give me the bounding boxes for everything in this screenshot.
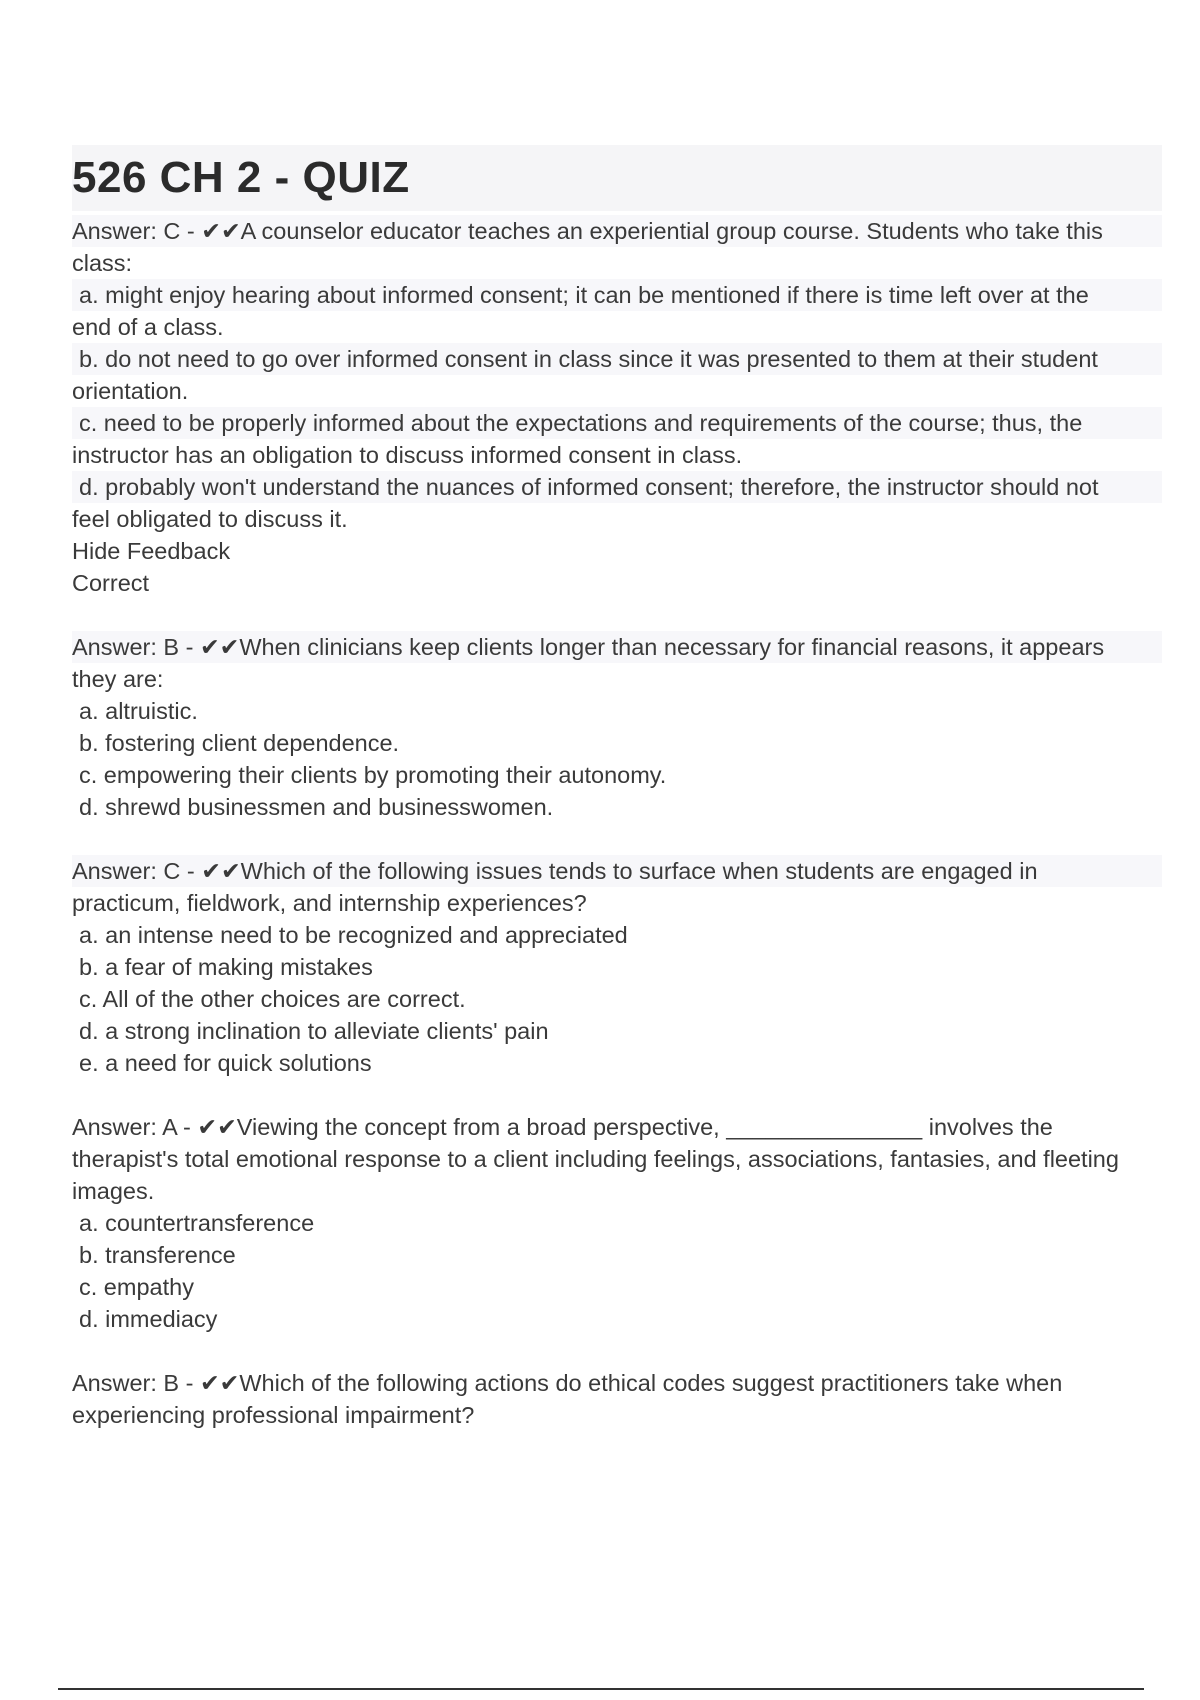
answer-option: a. might enjoy hearing about informed consent; it can be mentioned if there is time left over at the: [72, 279, 1162, 311]
question-1: [72, 215, 1162, 599]
answer-option: b. fostering client dependence.: [79, 730, 400, 756]
answer-option: c. empathy: [79, 1274, 194, 1300]
question-text: practicum, fieldwork, and internship experiences?: [72, 890, 587, 916]
answer-option: a. altruistic.: [79, 698, 198, 724]
question-4: [72, 1111, 1162, 1335]
question-text: Answer: B - ✔✔When clinicians keep clients longer than necessary for financial reasons, it appears: [72, 631, 1162, 663]
question-text: images.: [72, 1178, 155, 1204]
document-page: [72, 145, 1162, 1431]
question-text: experiencing professional impairment?: [72, 1402, 475, 1428]
question-text: Answer: C - ✔✔A counselor educator teaches an experiential group course. Students who take this: [72, 215, 1162, 247]
question-2: [72, 631, 1162, 823]
hide-feedback-label: Hide Feedback: [72, 538, 231, 564]
question-text: Answer: C - ✔✔Which of the following issues tends to surface when students are engaged in: [72, 855, 1162, 887]
feedback-result: Correct: [72, 570, 150, 596]
question-text: Answer: B - ✔✔Which of the following actions do ethical codes suggest practitioners take when: [72, 1370, 1063, 1396]
footer-divider: [58, 1688, 1144, 1690]
answer-option: b. do not need to go over informed consent in class since it was presented to them at their student: [72, 343, 1162, 375]
title-bar: [72, 145, 1162, 211]
answer-option-cont: feel obligated to discuss it.: [72, 506, 348, 532]
answer-option: c. need to be properly informed about the expectations and requirements of the course; thus, the: [72, 407, 1162, 439]
answer-option: b. transference: [79, 1242, 236, 1268]
answer-option: d. probably won't understand the nuances of informed consent; therefore, the instructor should not: [72, 471, 1162, 503]
question-text: they are:: [72, 666, 164, 692]
question-text: class:: [72, 250, 133, 276]
page-title: 526 CH 2 - QUIZ: [72, 153, 410, 202]
answer-option: d. immediacy: [79, 1306, 218, 1332]
question-text: Answer: A - ✔✔Viewing the concept from a broad perspective, _______________ involves the: [72, 1114, 1053, 1140]
question-5: [72, 1367, 1162, 1431]
answer-option: d. shrewd businessmen and businesswomen.: [79, 794, 554, 820]
question-text: therapist's total emotional response to a client including feelings, associations, fantasies, and fleeting: [72, 1146, 1119, 1172]
question-3: [72, 855, 1162, 1079]
answer-option: d. a strong inclination to alleviate clients' pain: [79, 1018, 549, 1044]
answer-option-cont: end of a class.: [72, 314, 224, 340]
answer-option: a. countertransference: [79, 1210, 315, 1236]
answer-option: c. All of the other choices are correct.: [79, 986, 466, 1012]
answer-option: a. an intense need to be recognized and appreciated: [79, 922, 628, 948]
answer-option-cont: instructor has an obligation to discuss informed consent in class.: [72, 442, 743, 468]
answer-option: b. a fear of making mistakes: [79, 954, 373, 980]
answer-option: e. a need for quick solutions: [79, 1050, 372, 1076]
answer-option-cont: orientation.: [72, 378, 189, 404]
answer-option: c. empowering their clients by promoting their autonomy.: [79, 762, 667, 788]
